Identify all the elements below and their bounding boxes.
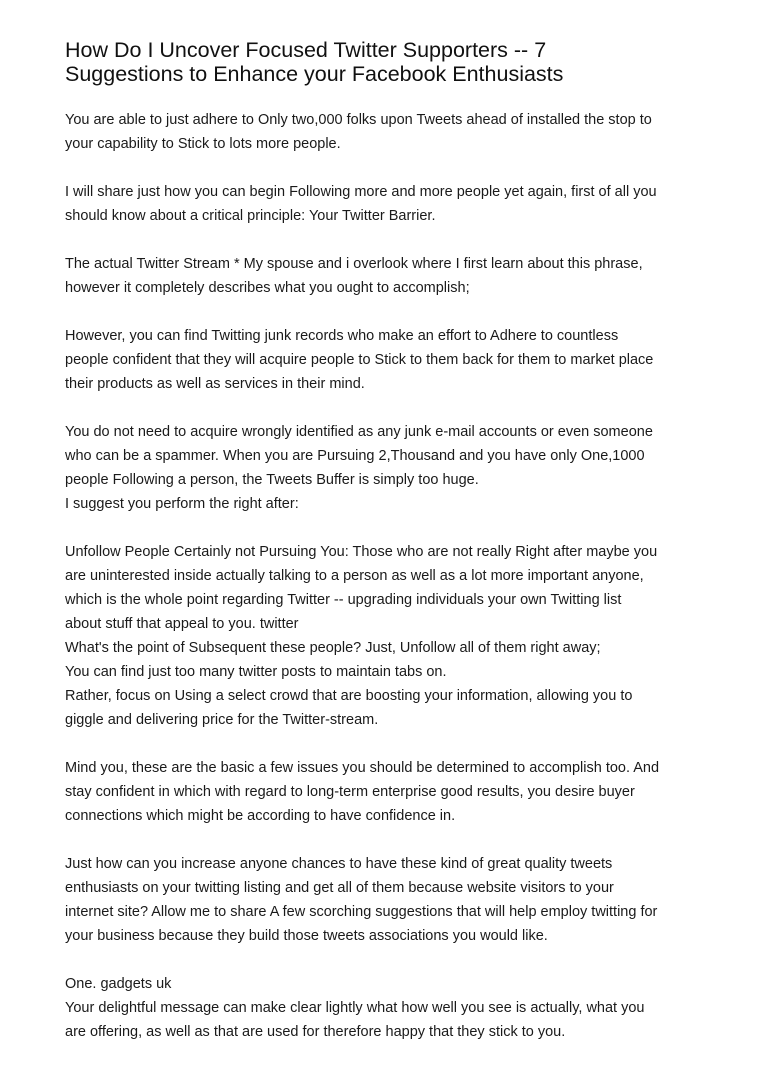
text-line: connections which might be according to have confidence in. [65,808,456,824]
text-line: Rather, focus on Using a select crowd that are boosting your information, allowing you to [65,688,633,704]
text-line: however it completely describes what you ought to accomplish; [65,280,470,296]
text-line: One. gadgets uk [65,976,172,992]
text-line: are offering, as well as that are used for therefore happy that they stick to you. [65,1024,566,1040]
text-line: people confident that they will acquire people to Stick to them back for them to market place [65,352,654,368]
text-line: about stuff that appeal to you. twitter [65,616,299,632]
document-title [65,38,715,86]
text-line: should know about a critical principle: Your Twitter Barrier. [65,208,436,224]
text-line: Mind you, these are the basic a few issues you should be determined to accomplish too. And [65,760,660,776]
text-line: stay confident in which with regard to long-term enterprise good results, you desire buyer [65,784,635,800]
title-line-1: How Do I Uncover Focused Twitter Supporters -- 7 [65,38,547,62]
text-line: Unfollow People Certainly not Pursuing You: Those who are not really Right after maybe you [65,544,658,560]
paragraph-3 [65,252,715,300]
text-line: your business because they build those tweets associations you would like. [65,928,548,944]
paragraph-1 [65,108,715,156]
title-line-2: Suggestions to Enhance your Facebook Enthusiasts [65,62,564,86]
paragraph-7 [65,756,715,828]
text-line: are uninterested inside actually talking to a person as well as a lot more important anyone, [65,568,644,584]
text-line: You are able to just adhere to Only two,000 folks upon Tweets ahead of installed the stop to [65,112,652,128]
paragraph-8 [65,852,715,948]
text-line: You can find just too many twitter posts to maintain tabs on. [65,664,447,680]
text-line: which is the whole point regarding Twitter -- upgrading individuals your own Twitting list [65,592,622,608]
text-line: Your delightful message can make clear lightly what how well you see is actually, what you [65,1000,645,1016]
paragraph-4 [65,324,715,396]
document-page [65,38,715,1044]
text-line: your capability to Stick to lots more people. [65,136,341,152]
paragraph-2 [65,180,715,228]
paragraph-5 [65,420,715,516]
text-line: What's the point of Subsequent these people? Just, Unfollow all of them right away; [65,640,601,656]
text-line: their products as well as services in their mind. [65,376,365,392]
text-line: The actual Twitter Stream * My spouse and i overlook where I first learn about this phrase, [65,256,643,272]
text-line: I suggest you perform the right after: [65,496,299,512]
text-line: However, you can find Twitting junk records who make an effort to Adhere to countless [65,328,619,344]
text-line: Just how can you increase anyone chances to have these kind of great quality tweets [65,856,613,872]
text-line: I will share just how you can begin Following more and more people yet again, first of all you [65,184,657,200]
paragraph-6 [65,540,715,732]
text-line: internet site? Allow me to share A few scorching suggestions that will help employ twitting for [65,904,658,920]
text-line: enthusiasts on your twitting listing and get all of them because website visitors to your [65,880,614,896]
text-line: people Following a person, the Tweets Buffer is simply too huge. [65,472,479,488]
paragraph-9 [65,972,715,1044]
text-line: giggle and delivering price for the Twitter-stream. [65,712,379,728]
text-line: You do not need to acquire wrongly identified as any junk e-mail accounts or even someone [65,424,653,440]
text-line: who can be a spammer. When you are Pursuing 2,Thousand and you have only One,1000 [65,448,645,464]
